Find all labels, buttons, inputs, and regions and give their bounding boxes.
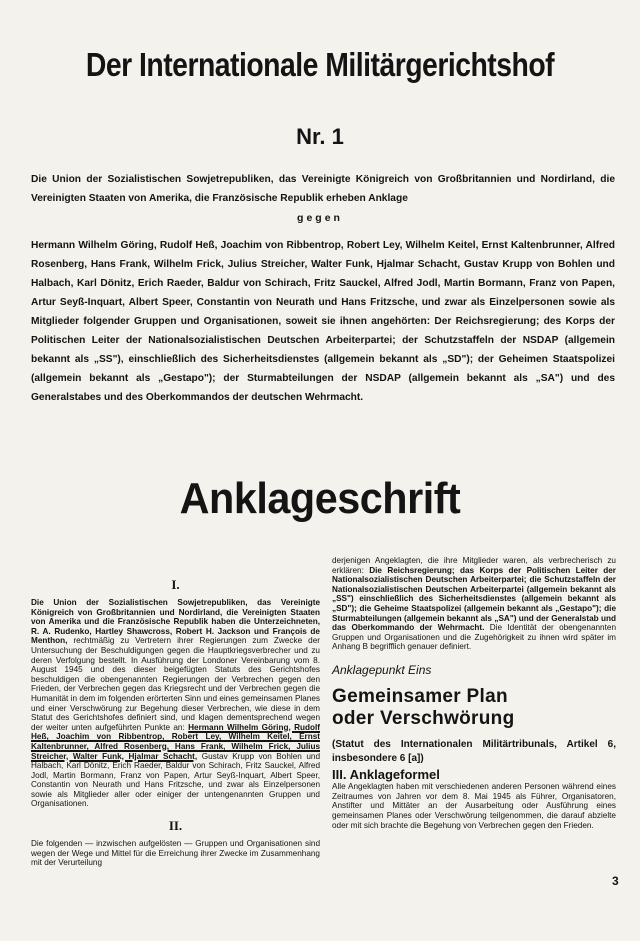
page-number: 3 xyxy=(612,874,619,888)
continued-text: derjenigen Angeklagten, die ihre Mitglieder waren, als verbrecherisch zu erklären: xyxy=(332,556,616,575)
right-column xyxy=(332,556,616,830)
page-title: Der Internationale Militärgerichtshof xyxy=(85,46,555,83)
section-one-paragraph xyxy=(31,598,320,809)
section-heading-two: II. xyxy=(168,818,183,834)
section-one-intro-bold: Die Union der Sozialistischen Sowjetrepubliken, das Vereinigte Königreich von Großbritannien und Nordirland, die Vereinigten Staaten von Amerika und die Französische Republik haben die Unterzeichneten, R. A. Rudenko, Hartley Shawcross, Robert H. Jackson und François de Menthon, xyxy=(31,598,320,646)
continued-paragraph xyxy=(332,556,616,652)
organizations-list: Die Reichsregierung; das Korps der Politischen Leiter der Nationalsozialistischen Deutschen Arbeiterpartei; die Schutzstaffeln der Nationalsozialistischen Deutschen Arbeiterpartei (allgemein bekannt als „SS") einschließlich des Sicherheitsdienstes (allgemein bekannt als „SD"); die Geheime Staatspolizei (allgemein bekannt als „Gestapo"); die Sturmabteilungen (allgemein bekannt als „SA") und der Generalstab und das Oberkommando der Wehrmacht. xyxy=(332,565,616,633)
defendant-names-underlined: Hermann Wilhelm Göring, Rudolf Heß, Joachim von Ribbentrop, Robert Ley, Wilhelm Keitel, Ernst Kaltenbrunner, Alfred Rosenberg, Hans Frank, Wilhelm Frick, Julius Streicher, Walter Funk, Hjalmar Schacht, xyxy=(31,722,321,761)
document-title: Anklageschrift xyxy=(179,474,461,523)
section-one-end: und zwar als Einzelpersonen sowie als Mitglieder aller oder einiger der untengenannten Gruppen und Organisationen. xyxy=(31,780,320,809)
section-heading-one: I. xyxy=(171,577,180,592)
appendix-note: Die Identität der obengenannten Gruppen und Organisationen und die Zugehörigkeit zu ihnen wird später im Anhang B begrifflich genauer definiert. xyxy=(332,623,616,652)
count-heading-line1: Gemeinsamer Plan xyxy=(332,685,508,707)
section-two-paragraph: Die folgenden — inzwischen aufgelösten — Gruppen und Organisationen sind wegen der Wege und Mittel für die Erreichung ihrer Zwecke im Zusammenhang mit der Verurteilung xyxy=(31,839,320,868)
intro-paragraph-defendants: Hermann Wilhelm Göring, Rudolf Heß, Joachim von Ribbentrop, Robert Ley, Wilhelm Keitel, Ernst Kaltenbrunner, Alfred Rosenberg, Hans Frank, Wilhelm Frick, Julius Streicher, Walter Funk, Hjalmar Schacht, Gustav Krupp von Bohlen und Halbach, Karl Dönitz, Erich Raeder, Baldur von Schirach, Fritz Sauckel, Alfred Jodl, Martin Bormann, Franz von Papen, Artur Seyß-Inquart, Albert Speer, Constantin von Neurath und Hans Fritzsche, und zwar als Einzelpersonen sowie als Mitglieder folgender Gruppen und Organisationen, soweit sie ihnen angehörten: Der Reichsregierung; des Korps der Politischen Leiter der Nationalsozialistischen Deutschen Arbeiterpartei; der Schutzstaffeln der NSDAP (allgemein bekannt als „SS"), einschließlich des Sicherheitsdienstes (allgemein bekannt als „SD"); der Geheimen Staatspolizei (allgemein bekannt als „Gestapo"); der Sturmabteilungen der NSDAP (allgemein bekannt als „SA") und des Generalstabes und des Oberkommandos der deutschen Wehrmacht. xyxy=(31,240,615,403)
section-one-body: rechtmäßig zu Vertretern ihrer Regierungen zum Zwecke der Untersuchung der Beschuldigungen gegen die Hauptkriegsverbrecher und zu deren Verfolgung bestellt. In Ausführung der Londoner Vereinbarung vom 8. August 1945 und des dieser beigefügten Statuts des Gerichtshofes beschuldigen die obengenannten Regierungen der Verbrechen gegen den Frieden, der Verbrechen gegen das Kriegsrecht und der Verbrechen gegen die Humanität in dem im folgenden erörterten Sinn und eines gemeinsamen Planes und einer Verschwörung zur Begehung dieser Verbrechen, wie diese in dem Statut des Gerichtshofes definiert sind, und klagen dementsprechend wegen der weiter unten aufgeführten Punkte an: xyxy=(31,636,321,732)
count-label: Anklagepunkt Eins xyxy=(332,662,432,677)
left-column xyxy=(31,578,320,868)
gegen-label: gegen xyxy=(297,212,343,224)
statute-reference: (Statut des Internationalen Militärtribunals, Artikel 6, insbesondere 6 [a]) xyxy=(332,738,616,764)
count-heading-line2: oder Verschwörung xyxy=(332,707,515,729)
final-paragraph: Alle Angeklagten haben mit verschiedenen anderen Personen während eines Zeitraumes von Jahren vor dem 8. Mai 1945 als Führer, Organisatoren, Anstifter und Mittäter an der Ausarbeitung oder Ausführung eines gemeinsamen Planes oder Verschwörung teilgenommen, die darauf abzielte oder mit sich brachte die Begehung von Verbrechen gegen den Frieden. xyxy=(332,782,616,830)
defendant-names-continued: Gustav Krupp von Bohlen und Halbach, Karl Dönitz, Erich Raeder, Baldur von Schirach, Fritz Sauckel, Alfred Jodl, Martin Bormann, Franz von Papen, Artur Seyß-Inquart, Albert Speer, Constantin von Neurath und Hans Fritzsche, xyxy=(31,751,320,790)
intro-paragraph-accusers: Die Union der Sozialistischen Sowjetrepubliken, das Vereinigte Königreich von Großbritannien und Nordirland, die Vereinigten Staaten von Amerika, die Französische Republik erheben Anklage xyxy=(31,174,615,204)
subheading-anklageformel: III. Anklageformel xyxy=(332,766,440,782)
issue-number: Nr. 1 xyxy=(296,124,344,149)
